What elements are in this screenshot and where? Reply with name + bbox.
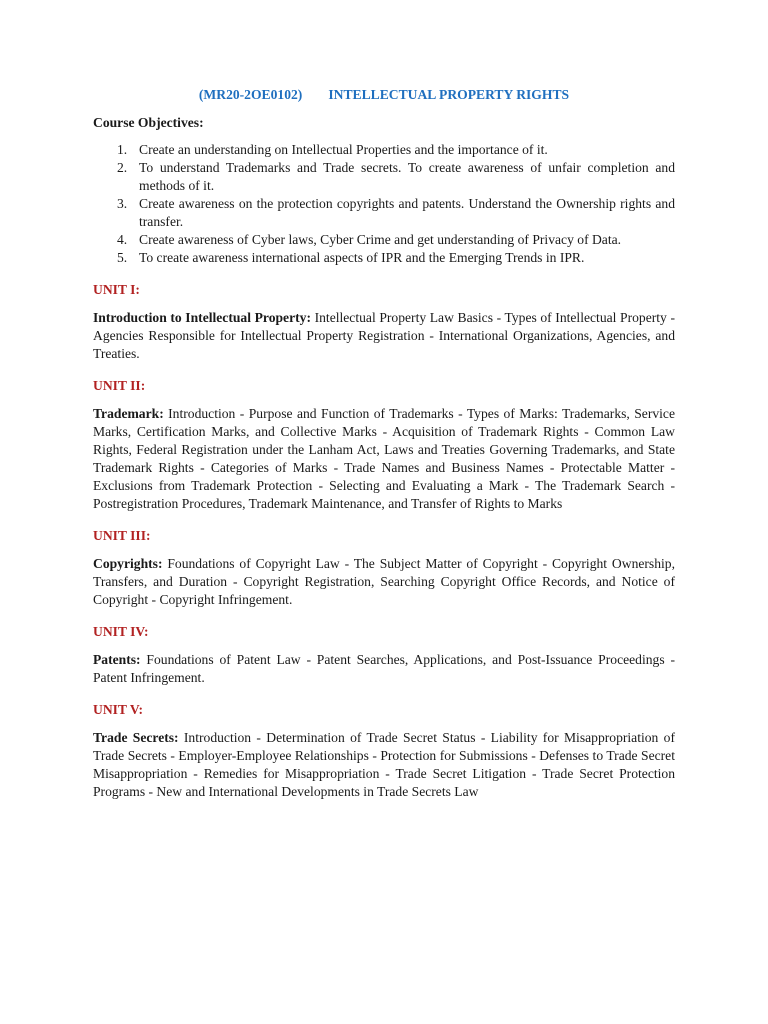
item-number: 5.: [117, 250, 128, 265]
item-number: 4.: [117, 232, 128, 247]
list-item: [93, 195, 675, 231]
unit-lead: Copyrights:: [93, 556, 163, 571]
item-number: 1.: [117, 142, 128, 157]
unit-text: Introduction - Determination of Trade Secret Status - Liability for Misappropriation of Trade Secrets - Employer-Employee Relationships - Protection for Submissions - Defenses to Trade Secret Misappropriation - Remedies for Misappropriation - Trade Secret Litigation - Trade Secret Protection Programs - New and International Developments in Trade Secrets Law: [93, 730, 675, 799]
course-code: (MR20-2OE0102): [198, 87, 303, 102]
item-text: Create an understanding on Intellectual Properties and the importance of it.: [139, 142, 548, 157]
course-title: [93, 86, 675, 104]
unit-body-5: [93, 729, 675, 801]
list-item: [93, 141, 675, 159]
unit-text: Introduction - Purpose and Function of Trademarks - Types of Marks: Trademarks, Service Marks, Certification Marks, and Collective Marks - Acquisition of Trademark Rights - Common Law Rights, Federal Registration under the Lanham Act, Laws and Treaties Governing Trademarks, and State Trademark Rights - Categories of Marks - Trade Names and Business Names - Protectable Matter - Exclusions from Trademark Protection - Selecting and Evaluating a Mark - The Trademark Search - Postregistration Procedures, Trademark Maintenance, and Transfer of Rights to Marks: [93, 406, 675, 511]
objectives-list: [93, 141, 675, 267]
item-text: Create awareness of Cyber laws, Cyber Crime and get understanding of Privacy of Data.: [139, 232, 622, 247]
unit-heading-1: UNIT I:: [93, 282, 140, 297]
unit-heading-2: UNIT II:: [93, 378, 146, 393]
list-item: [93, 249, 675, 267]
unit-lead: Trademark:: [93, 406, 164, 421]
item-number: 3.: [117, 196, 128, 211]
unit-text: Intellectual Property Law Basics - Types of Intellectual Property - Agencies Responsible for Intellectual Property Registration - International Organizations, Agencies, and Treaties.: [93, 310, 675, 361]
item-text: To understand Trademarks and Trade secrets. To create awareness of unfair completion and methods of it.: [139, 160, 675, 193]
item-text: Create awareness on the protection copyrights and patents. Understand the Ownership rights and transfer.: [139, 196, 675, 229]
unit-heading-5: UNIT V:: [93, 702, 143, 717]
unit-body-3: [93, 555, 675, 609]
unit-body-4: [93, 651, 675, 687]
list-item: [93, 231, 675, 249]
unit-lead: Introduction to Intellectual Property:: [93, 310, 311, 325]
unit-text: Foundations of Copyright Law - The Subject Matter of Copyright - Copyright Ownership, Transfers, and Duration - Copyright Registration, Searching Copyright Office Records, and Notice of Copyright - Copyright Infringement.: [93, 556, 675, 607]
course-name: INTELLECTUAL PROPERTY RIGHTS: [328, 87, 570, 102]
unit-heading-3: UNIT III:: [93, 528, 151, 543]
objectives-label: Course Objectives:: [93, 115, 204, 130]
unit-lead: Patents:: [93, 652, 141, 667]
item-text: To create awareness international aspects of IPR and the Emerging Trends in IPR.: [139, 250, 585, 265]
item-number: 2.: [117, 160, 128, 175]
unit-body-1: [93, 309, 675, 363]
unit-body-2: [93, 405, 675, 513]
unit-lead: Trade Secrets:: [93, 730, 179, 745]
unit-heading-4: UNIT IV:: [93, 624, 149, 639]
unit-text: Foundations of Patent Law - Patent Searches, Applications, and Post-Issuance Proceedings - Patent Infringement.: [93, 652, 675, 685]
list-item: [93, 159, 675, 195]
